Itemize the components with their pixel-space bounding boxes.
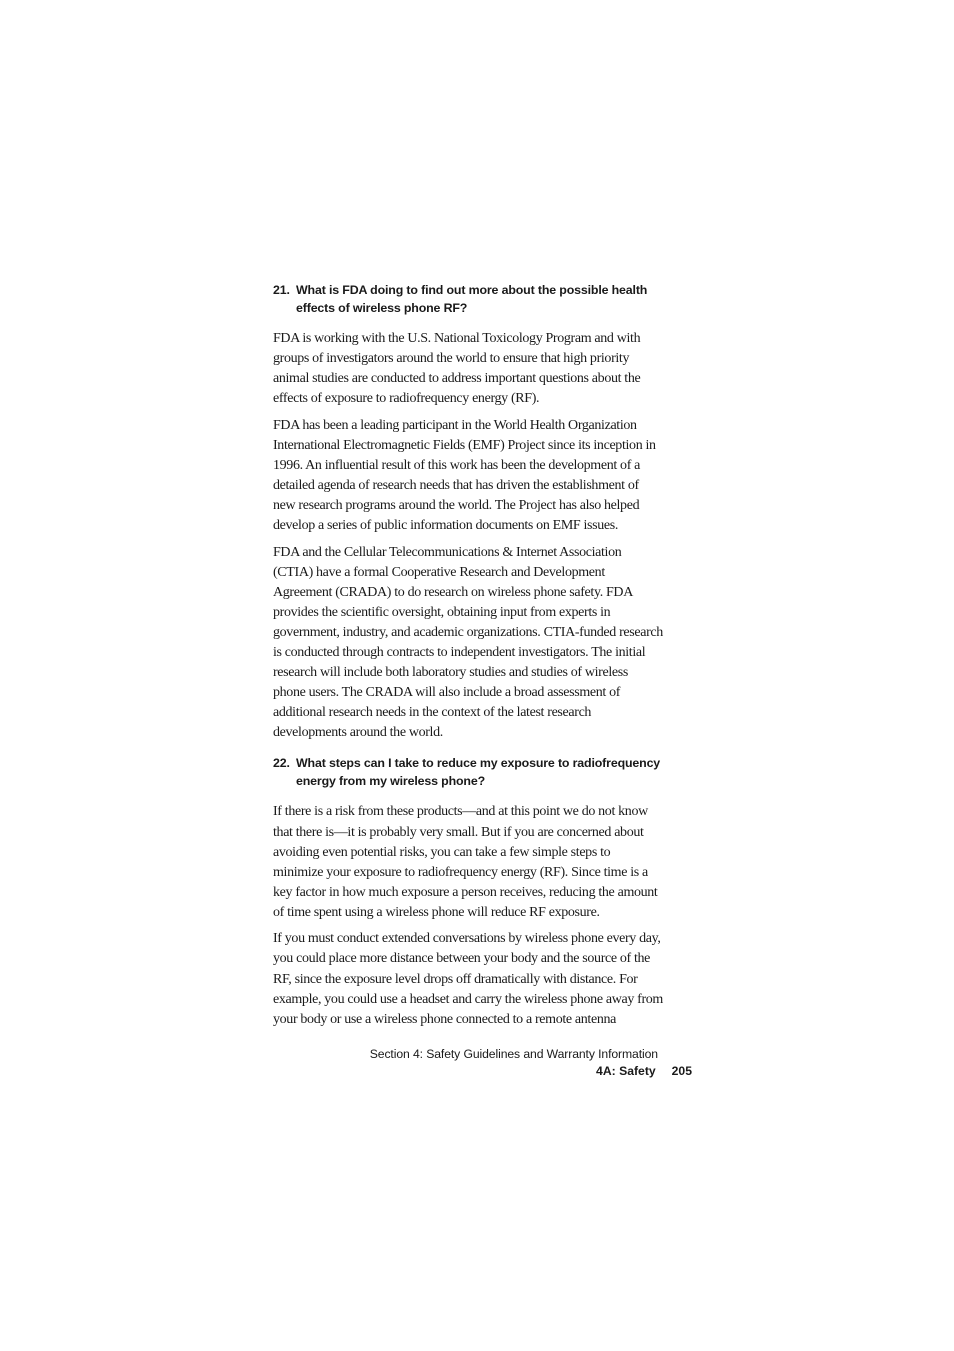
footer-section-title: Section 4: Safety Guidelines and Warranty Information — [369, 1047, 658, 1061]
page-content — [273, 282, 663, 1036]
question-title: What is FDA doing to find out more about the possible health effects of wireless phone RF? — [296, 283, 648, 315]
question-title: What steps can I take to reduce my exposure to radiofrequency energy from my wireless phone? — [296, 756, 661, 788]
body-paragraph: FDA has been a leading participant in the World Health Organization International Electromagnetic Fields (EMF) Project since its inception in 1996. An influential result of this work has been the development of a detailed agenda of research needs that has driven the establishment of new research programs around the world. The Project has also helped develop a series of public information documents on EMF issues. — [273, 417, 656, 534]
footer-chapter: 4A: Safety — [596, 1064, 656, 1078]
body-paragraph: FDA is working with the U.S. National Toxicology Program and with groups of investigators around the world to ensure that high priority animal studies are conducted to address important questions about the effects of exposure to radiofrequency energy (RF). — [273, 331, 641, 407]
question-heading-22 — [273, 755, 663, 790]
body-paragraph: FDA and the Cellular Telecommunications & Internet Association (CTIA) have a formal Cooperative Research and Development Agreement (CRADA) to do research on wireless phone safety. FDA provides the scientific oversight, obtaining input from experts in government, industry, and academic organizations. CTIA-funded research is conducted through contracts to independent investigators. The initial research will include both laboratory studies and studies of wireless phone users. The CRADA will also include a broad assessment of additional research needs in the context of the latest research developments around the world. — [273, 544, 663, 741]
question-number: 21. — [273, 283, 290, 297]
question-number: 22. — [273, 756, 290, 771]
body-paragraph: If you must conduct extended conversations by wireless phone every day, you could place more distance between your body and the source of the RF, since the exposure level drops off dramatically with distance. For example, you could use a headset and carry the wireless phone away from your body or use a wireless phone connected to a remote antenna — [273, 931, 663, 1027]
question-heading-21 — [273, 282, 663, 317]
page-number: 205 — [671, 1064, 692, 1078]
footer-chapter-line — [300, 1064, 692, 1078]
body-paragraph: If there is a risk from these products—and at this point we do not know that there is—it is probably very small. But if you are concerned about avoiding even potential risks, you can take a few simple steps to minimize your exposure to radiofrequency energy (RF). Since time is a key factor in how much exposure a person receives, reducing the amount of time spent using a wireless phone will reduce RF exposure. — [273, 804, 658, 920]
